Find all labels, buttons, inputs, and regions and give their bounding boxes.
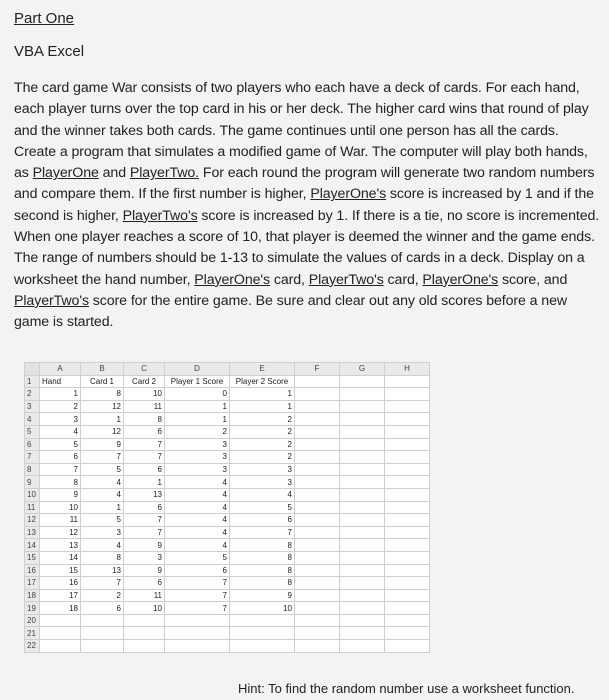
cell[interactable] — [81, 614, 124, 627]
cell[interactable] — [340, 551, 385, 564]
row-header[interactable]: 8 — [25, 463, 40, 476]
cell[interactable] — [124, 640, 165, 653]
cell[interactable]: 8 — [124, 413, 165, 426]
column-header-row — [25, 363, 430, 376]
cell[interactable] — [165, 614, 230, 627]
row-header[interactable]: 17 — [25, 577, 40, 590]
cell[interactable]: 2 — [165, 425, 230, 438]
row-header[interactable]: 7 — [25, 451, 40, 464]
cell[interactable]: 4 — [81, 488, 124, 501]
table-row — [25, 640, 430, 653]
cell[interactable] — [295, 539, 340, 552]
cell[interactable] — [385, 614, 430, 627]
row-header[interactable]: 4 — [25, 413, 40, 426]
cell[interactable] — [385, 375, 430, 388]
cell[interactable] — [385, 627, 430, 640]
row-header[interactable]: 9 — [25, 476, 40, 489]
cell[interactable] — [295, 551, 340, 564]
cell[interactable]: 1 — [40, 388, 81, 401]
cell[interactable]: 4 — [165, 501, 230, 514]
cell[interactable] — [385, 551, 430, 564]
cell[interactable]: 3 — [165, 438, 230, 451]
cell[interactable]: 12 — [81, 400, 124, 413]
cell[interactable] — [385, 476, 430, 489]
hint-text: Hint: To find the random number use a worksheet function. — [238, 681, 575, 696]
cell[interactable]: 17 — [40, 589, 81, 602]
cell[interactable] — [385, 539, 430, 552]
cell[interactable] — [295, 400, 340, 413]
cell[interactable] — [340, 501, 385, 514]
cell[interactable]: 1 — [230, 388, 295, 401]
cell[interactable] — [340, 539, 385, 552]
cell[interactable]: 7 — [124, 526, 165, 539]
cell[interactable]: 7 — [124, 451, 165, 464]
cell[interactable]: 8 — [230, 539, 295, 552]
cell[interactable]: 8 — [81, 551, 124, 564]
cell[interactable]: 13 — [124, 488, 165, 501]
table-row — [25, 400, 430, 413]
cell[interactable] — [295, 627, 340, 640]
cell[interactable] — [295, 413, 340, 426]
column-header-d[interactable]: D — [165, 363, 230, 376]
cell[interactable] — [340, 564, 385, 577]
cell[interactable] — [295, 589, 340, 602]
cell[interactable] — [385, 526, 430, 539]
cell[interactable] — [295, 451, 340, 464]
cell[interactable]: 0 — [165, 388, 230, 401]
cell[interactable] — [340, 640, 385, 653]
cell[interactable]: 4 — [165, 526, 230, 539]
cell[interactable] — [295, 388, 340, 401]
cell[interactable]: 14 — [40, 551, 81, 564]
cell[interactable] — [385, 640, 430, 653]
cell[interactable]: 8 — [40, 476, 81, 489]
cell[interactable] — [295, 602, 340, 615]
row-header[interactable]: 18 — [25, 589, 40, 602]
table-row — [25, 451, 430, 464]
cell[interactable] — [340, 425, 385, 438]
row-header[interactable]: 14 — [25, 539, 40, 552]
cell[interactable] — [295, 375, 340, 388]
cell[interactable] — [340, 602, 385, 615]
cell[interactable]: Card 2 — [124, 375, 165, 388]
cell[interactable]: 9 — [40, 488, 81, 501]
cell[interactable]: 11 — [124, 589, 165, 602]
cell[interactable] — [385, 589, 430, 602]
table-row — [25, 602, 430, 615]
column-header-b[interactable]: B — [81, 363, 124, 376]
table-row — [25, 589, 430, 602]
row-header[interactable]: 6 — [25, 438, 40, 451]
cell[interactable]: 3 — [81, 526, 124, 539]
table-row — [25, 413, 430, 426]
cell[interactable]: 3 — [230, 463, 295, 476]
cell[interactable]: 9 — [124, 564, 165, 577]
vba-excel-subtitle: VBA Excel — [14, 43, 85, 60]
cell[interactable]: 4 — [165, 488, 230, 501]
cell[interactable]: 4 — [165, 539, 230, 552]
cell[interactable] — [295, 614, 340, 627]
column-header-g[interactable]: G — [340, 363, 385, 376]
cell[interactable]: 10 — [40, 501, 81, 514]
cell[interactable]: 3 — [165, 451, 230, 464]
cell[interactable] — [340, 476, 385, 489]
cell[interactable]: 3 — [124, 551, 165, 564]
cell[interactable]: 7 — [124, 514, 165, 527]
cell[interactable]: 10 — [124, 388, 165, 401]
table-row — [25, 388, 430, 401]
cell[interactable]: 13 — [81, 564, 124, 577]
table-row — [25, 627, 430, 640]
part-one-heading: Part One — [14, 10, 75, 27]
row-header[interactable]: 1 — [25, 375, 40, 388]
cell[interactable]: 8 — [230, 551, 295, 564]
cell[interactable] — [40, 640, 81, 653]
cell[interactable] — [295, 577, 340, 590]
cell[interactable] — [340, 438, 385, 451]
cell[interactable]: 3 — [230, 476, 295, 489]
cell[interactable]: 9 — [230, 589, 295, 602]
cell[interactable] — [295, 514, 340, 527]
cell[interactable]: 5 — [81, 514, 124, 527]
cell[interactable] — [340, 488, 385, 501]
cell[interactable] — [385, 425, 430, 438]
table-row — [25, 551, 430, 564]
cell[interactable]: 6 — [124, 463, 165, 476]
cell[interactable] — [340, 463, 385, 476]
cell[interactable]: 1 — [165, 413, 230, 426]
assignment-paragraph: The card game War consists of two players who each have a deck of cards. For each hand, each player turns over the top card in his or her deck. The higher card wins that round of play and the winner takes both cards. The game continues until one person has all the cards. Create a program that simulates a modified game of War. The computer will play both hands, as PlayerOne and PlayerTwo. For each round the program will generate two random numbers and compare them. If the first number is higher, PlayerOne's score is increased by 1 and if the second is higher, PlayerTwo's score is increased by 1. If there is a tie, no score is incremented. When one player reaches a score of 10, that player is deemed the winner and the game ends. The range of numbers should be 1-13 to simulate the values of cards in a deck. Display on a worksheet the hand number, PlayerOne's card, PlayerTwo's card, PlayerOne's score, and PlayerTwo's score for the entire game. Be sure and clear out any old scores before a new game is started. — [14, 80, 600, 331]
cell[interactable]: 4 — [230, 488, 295, 501]
cell[interactable] — [385, 388, 430, 401]
row-header[interactable]: 13 — [25, 526, 40, 539]
cell[interactable] — [295, 488, 340, 501]
cell[interactable]: 2 — [230, 438, 295, 451]
cell[interactable]: 16 — [40, 577, 81, 590]
table-row — [25, 463, 430, 476]
cell[interactable]: 11 — [124, 400, 165, 413]
cell[interactable] — [295, 501, 340, 514]
cell[interactable]: 6 — [40, 451, 81, 464]
cell[interactable] — [340, 413, 385, 426]
cell[interactable]: 7 — [230, 526, 295, 539]
select-all-corner[interactable] — [25, 363, 40, 376]
cell[interactable]: 18 — [40, 602, 81, 615]
cell[interactable]: 2 — [230, 451, 295, 464]
cell[interactable] — [295, 438, 340, 451]
cell[interactable] — [295, 463, 340, 476]
table-row — [25, 614, 430, 627]
cell[interactable]: 1 — [230, 400, 295, 413]
cell[interactable] — [165, 640, 230, 653]
cell[interactable] — [295, 526, 340, 539]
cell[interactable]: 1 — [165, 400, 230, 413]
column-header-e[interactable]: E — [230, 363, 295, 376]
cell[interactable] — [385, 463, 430, 476]
cell[interactable]: 15 — [40, 564, 81, 577]
cell[interactable] — [340, 451, 385, 464]
cell[interactable] — [40, 614, 81, 627]
cell[interactable] — [81, 640, 124, 653]
cell[interactable] — [81, 627, 124, 640]
worksheet-body — [25, 375, 430, 652]
cell[interactable] — [40, 627, 81, 640]
cell[interactable]: 7 — [124, 438, 165, 451]
table-row — [25, 425, 430, 438]
cell[interactable] — [340, 589, 385, 602]
cell[interactable]: 4 — [165, 476, 230, 489]
cell[interactable]: 4 — [165, 514, 230, 527]
cell[interactable] — [385, 400, 430, 413]
table-row — [25, 438, 430, 451]
excel-worksheet — [24, 362, 430, 653]
cell[interactable]: 4 — [40, 425, 81, 438]
row-header[interactable]: 22 — [25, 640, 40, 653]
row-header[interactable]: 2 — [25, 388, 40, 401]
cell[interactable] — [230, 640, 295, 653]
row-header[interactable]: 11 — [25, 501, 40, 514]
cell[interactable]: 6 — [124, 501, 165, 514]
cell[interactable]: 6 — [124, 425, 165, 438]
cell[interactable] — [385, 514, 430, 527]
cell[interactable] — [385, 438, 430, 451]
cell[interactable] — [340, 526, 385, 539]
cell[interactable]: Hand — [40, 375, 81, 388]
cell[interactable] — [340, 627, 385, 640]
cell[interactable]: 2 — [230, 425, 295, 438]
table-row — [25, 476, 430, 489]
cell[interactable] — [295, 564, 340, 577]
cell[interactable]: Player 1 Score — [165, 375, 230, 388]
cell[interactable]: 1 — [81, 501, 124, 514]
cell[interactable]: 7 — [165, 589, 230, 602]
cell[interactable]: 1 — [124, 476, 165, 489]
table-row — [25, 526, 430, 539]
cell[interactable] — [385, 501, 430, 514]
cell[interactable]: 2 — [40, 400, 81, 413]
cell[interactable] — [385, 564, 430, 577]
table-row — [25, 488, 430, 501]
cell[interactable]: 4 — [81, 476, 124, 489]
row-header[interactable]: 19 — [25, 602, 40, 615]
cell[interactable]: 2 — [230, 413, 295, 426]
cell[interactable]: 12 — [81, 425, 124, 438]
cell[interactable]: 7 — [40, 463, 81, 476]
cell[interactable]: 3 — [40, 413, 81, 426]
cell[interactable]: 6 — [81, 602, 124, 615]
cell[interactable]: 8 — [230, 564, 295, 577]
cell[interactable] — [295, 425, 340, 438]
cell[interactable]: 9 — [124, 539, 165, 552]
table-row — [25, 564, 430, 577]
cell[interactable] — [230, 627, 295, 640]
cell[interactable]: 13 — [40, 539, 81, 552]
table-row — [25, 514, 430, 527]
cell[interactable]: 2 — [81, 589, 124, 602]
column-header-a[interactable]: A — [40, 363, 81, 376]
cell[interactable]: 3 — [165, 463, 230, 476]
cell[interactable]: 9 — [81, 438, 124, 451]
cell[interactable]: 7 — [81, 577, 124, 590]
cell[interactable]: 7 — [81, 451, 124, 464]
row-header[interactable]: 5 — [25, 425, 40, 438]
cell[interactable]: 10 — [124, 602, 165, 615]
cell[interactable] — [385, 413, 430, 426]
cell[interactable]: Card 1 — [81, 375, 124, 388]
table-row — [25, 375, 430, 388]
cell[interactable] — [340, 514, 385, 527]
cell[interactable] — [124, 614, 165, 627]
table-row — [25, 539, 430, 552]
cell[interactable] — [295, 640, 340, 653]
table-row — [25, 501, 430, 514]
cell[interactable] — [340, 388, 385, 401]
cell[interactable] — [385, 577, 430, 590]
row-header[interactable]: 3 — [25, 400, 40, 413]
cell[interactable]: 8 — [81, 388, 124, 401]
cell[interactable]: 5 — [81, 463, 124, 476]
cell[interactable] — [340, 375, 385, 388]
column-header-f[interactable]: F — [295, 363, 340, 376]
row-header[interactable]: 12 — [25, 514, 40, 527]
cell[interactable] — [295, 476, 340, 489]
row-header[interactable]: 15 — [25, 551, 40, 564]
row-header[interactable]: 21 — [25, 627, 40, 640]
cell[interactable]: 7 — [165, 577, 230, 590]
row-header[interactable]: 10 — [25, 488, 40, 501]
cell[interactable] — [165, 627, 230, 640]
cell[interactable] — [385, 488, 430, 501]
row-header[interactable]: 16 — [25, 564, 40, 577]
cell[interactable] — [340, 614, 385, 627]
column-header-h[interactable]: H — [385, 363, 430, 376]
column-header-c[interactable]: C — [124, 363, 165, 376]
cell[interactable]: 6 — [165, 564, 230, 577]
row-header[interactable]: 20 — [25, 614, 40, 627]
cell[interactable] — [340, 400, 385, 413]
cell[interactable]: 10 — [230, 602, 295, 615]
cell[interactable] — [385, 602, 430, 615]
cell[interactable]: 7 — [165, 602, 230, 615]
cell[interactable]: 1 — [81, 413, 124, 426]
cell[interactable]: Player 2 Score — [230, 375, 295, 388]
cell[interactable]: 5 — [165, 551, 230, 564]
cell[interactable]: 11 — [40, 514, 81, 527]
cell[interactable]: 6 — [230, 514, 295, 527]
table-row — [25, 577, 430, 590]
cell[interactable]: 6 — [124, 577, 165, 590]
cell[interactable]: 8 — [230, 577, 295, 590]
cell[interactable] — [340, 577, 385, 590]
cell[interactable] — [124, 627, 165, 640]
cell[interactable]: 5 — [230, 501, 295, 514]
cell[interactable]: 12 — [40, 526, 81, 539]
cell[interactable]: 5 — [40, 438, 81, 451]
cell[interactable] — [230, 614, 295, 627]
cell[interactable] — [385, 451, 430, 464]
cell[interactable]: 4 — [81, 539, 124, 552]
